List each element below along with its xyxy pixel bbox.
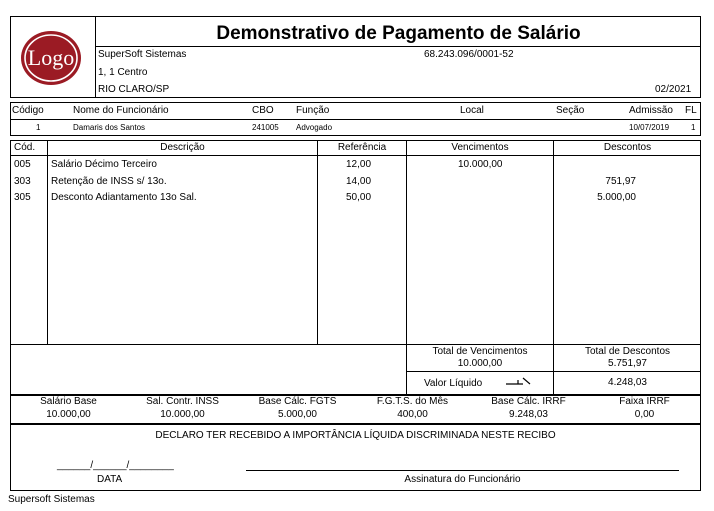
col-referencia-header: Referência — [337, 142, 387, 153]
col-secao-header: Seção — [556, 105, 585, 116]
items-header-line — [10, 155, 701, 156]
item-descricao: Salário Décimo Terceiro — [51, 159, 157, 170]
company-city: RIO CLARO/SP — [98, 84, 170, 95]
total-descontos-label: Total de Descontos — [584, 346, 671, 357]
col-divider-cod — [47, 140, 48, 344]
footer-company: Supersoft Sistemas — [8, 494, 95, 505]
col-admissao-header: Admissão — [629, 105, 673, 116]
fgts-mes-label: F.G.T.S. do Mês — [376, 396, 449, 407]
signature-label: Assinatura do Funcionário — [404, 474, 521, 485]
salario-base-label: Salário Base — [40, 396, 97, 407]
item-descricao: Desconto Adiantamento 13o Sal. — [51, 192, 197, 203]
total-vencimentos-label: Total de Vencimentos — [432, 346, 528, 357]
signature-line — [246, 470, 679, 471]
item-referencia: 12,00 — [346, 159, 372, 170]
date-label: DATA — [97, 474, 123, 485]
faixa-irrf-label: Faixa IRRF — [619, 396, 670, 407]
valor-liquido-value: 4.248,03 — [608, 377, 647, 388]
total-descontos-value: 5.751,97 — [608, 358, 647, 369]
employee-divider — [10, 119, 701, 120]
totals-mid-line — [406, 371, 701, 372]
base-calc-fgts-label: Base Cálc. FGTS — [258, 396, 337, 407]
arrow-right-icon — [505, 375, 533, 387]
date-blank: ______/______/________ — [57, 460, 174, 471]
col-cbo-header: CBO — [252, 105, 274, 116]
sal-contr-inss-label: Sal. Contr. INSS — [146, 396, 219, 407]
item-cod: 005 — [14, 159, 31, 170]
col-descontos-header: Descontos — [603, 142, 652, 153]
faixa-irrf-value: 0,00 — [634, 409, 655, 420]
col-vencimentos-header: Vencimentos — [451, 142, 509, 153]
title-underline — [95, 46, 701, 47]
company-address: 1, 1 Centro — [98, 67, 148, 78]
item-vencimentos: 10.000,00 — [458, 159, 503, 170]
col-local-header: Local — [460, 105, 484, 116]
employee-cbo: 241005 — [252, 123, 279, 132]
item-descontos: 5.000,00 — [597, 192, 636, 203]
fgts-mes-value: 400,00 — [397, 409, 428, 420]
employee-codigo: 1 — [36, 123, 41, 132]
item-referencia: 14,00 — [346, 176, 372, 187]
employee-fl: 1 — [691, 123, 696, 132]
salario-base-value: 10.000,00 — [46, 409, 91, 420]
base-calc-fgts-value: 5.000,00 — [278, 409, 317, 420]
logo-text: Logo — [27, 45, 75, 70]
col-funcao-header: Função — [296, 105, 330, 116]
valor-liquido-label: Valor Líquido — [424, 378, 483, 389]
declaration-text: DECLARO TER RECEBIDO A IMPORTÂNCIA LÍQUIDA DISCRIMINADA NESTE RECIBO — [155, 430, 556, 441]
company-logo — [20, 30, 82, 86]
col-nome-header: Nome do Funcionário — [73, 105, 169, 116]
sal-contr-inss-value: 10.000,00 — [160, 409, 205, 420]
col-divider-desc — [317, 140, 318, 344]
employee-admissao: 10/07/2019 — [629, 123, 670, 132]
document-title: Demonstrativo de Pagamento de Salário — [216, 23, 581, 44]
company-cnpj: 68.243.096/0001-52 — [424, 49, 514, 60]
item-referencia: 50,00 — [346, 192, 372, 203]
items-body-bottom — [10, 344, 701, 345]
base-calc-irrf-value: 9.248,03 — [509, 409, 548, 420]
col-codigo-header: Código — [12, 105, 44, 116]
item-descricao: Retenção de INSS s/ 13o. — [51, 176, 167, 187]
item-cod: 303 — [14, 176, 31, 187]
item-cod: 305 — [14, 192, 31, 203]
col-descricao-header: Descrição — [160, 142, 205, 153]
total-vencimentos-value: 10.000,00 — [457, 358, 503, 369]
base-calc-irrf-label: Base Cálc. IRRF — [491, 396, 566, 407]
employee-nome: Damaris dos Santos — [73, 123, 146, 132]
employee-funcao: Advogado — [296, 123, 333, 132]
reference-period: 02/2021 — [655, 84, 692, 95]
item-descontos: 751,97 — [605, 176, 636, 187]
col-cod-header: Cód. — [14, 142, 36, 153]
company-name: SuperSoft Sistemas — [98, 49, 187, 60]
col-fl-header: FL — [685, 105, 697, 116]
